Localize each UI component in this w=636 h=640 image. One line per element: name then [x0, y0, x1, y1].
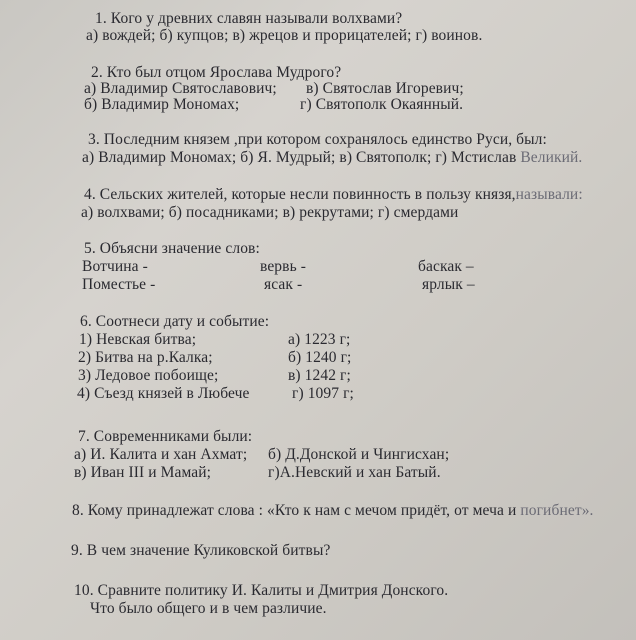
question-2-answer-v: в) Святослав Игоревич;: [306, 80, 464, 97]
question-4: 4. Сельских жителей, которые несли повинность в пользу князя,называли:: [84, 186, 583, 203]
question-3: 3. Последним князем ,при котором сохранялось единство Руси, был:: [88, 131, 547, 148]
question-7-answer-b: б) Д.Донской и Чингисхан;: [268, 446, 450, 463]
date-item: г) 1097 г;: [292, 385, 354, 402]
question-2-answer-a: а) Владимир Святославович;: [84, 80, 277, 97]
question-2-answer-b: б) Владимир Мономах;: [84, 96, 240, 113]
event-item: 3) Ледовое побоище;: [78, 367, 219, 384]
question-7-answer-v: в) Иван III и Мамай;: [74, 464, 212, 481]
question-5: 5. Объясни значение слов:: [84, 240, 260, 257]
date-item: б) 1240 г;: [288, 349, 352, 366]
term-yarlyk: ярлык –: [422, 276, 475, 293]
event-item: 4) Съезд князей в Любече: [77, 385, 250, 402]
question-6: 6. Соотнеси дату и событие:: [80, 313, 270, 330]
question-7: 7. Современниками были:: [78, 428, 253, 445]
question-10: 10. Сравните политику И. Калиты и Дмитрия Донского.: [74, 582, 449, 599]
question-10-continuation: Что было общего и в чем различие.: [90, 600, 327, 617]
event-item: 1) Невская битва;: [79, 331, 197, 348]
event-item: 2) Битва на р.Калка;: [78, 349, 213, 366]
question-4-answers: а) волхвами; б) посадниками; в) рекрутами; г) смердами: [81, 204, 459, 221]
term-verv: вервь -: [260, 258, 306, 275]
question-3-answers: а) Владимир Мономах; б) Я. Мудрый; в) Святополк; г) Мстислав Великий.: [82, 149, 583, 166]
term-yasak: ясак -: [264, 276, 303, 293]
question-1-answers: а) вождей; б) купцов; в) жрецов и прорицателей; г) воинов.: [86, 27, 483, 44]
question-8: 8. Кому принадлежат слова : «Кто к нам с мечом придёт, от меча и погибнет».: [72, 502, 594, 519]
date-item: в) 1242 г;: [288, 367, 351, 384]
date-item: а) 1223 г;: [288, 331, 351, 348]
question-7-answer-g: г)А.Невский и хан Батый.: [268, 464, 441, 481]
question-2: 2. Кто был отцом Ярослава Мудрого?: [91, 64, 342, 81]
question-9: 9. В чем значение Куликовской битвы?: [71, 542, 331, 559]
question-2-answer-g: г) Святополк Окаянный.: [300, 96, 464, 113]
question-1: 1. Кого у древних славян называли волхвами?: [95, 10, 403, 27]
term-pomestye: Поместье -: [82, 276, 156, 293]
term-baskak: баскак –: [418, 258, 474, 275]
term-votchina: Вотчина -: [82, 258, 148, 275]
question-7-answer-a: а) И. Калита и хан Ахмат;: [74, 446, 248, 463]
